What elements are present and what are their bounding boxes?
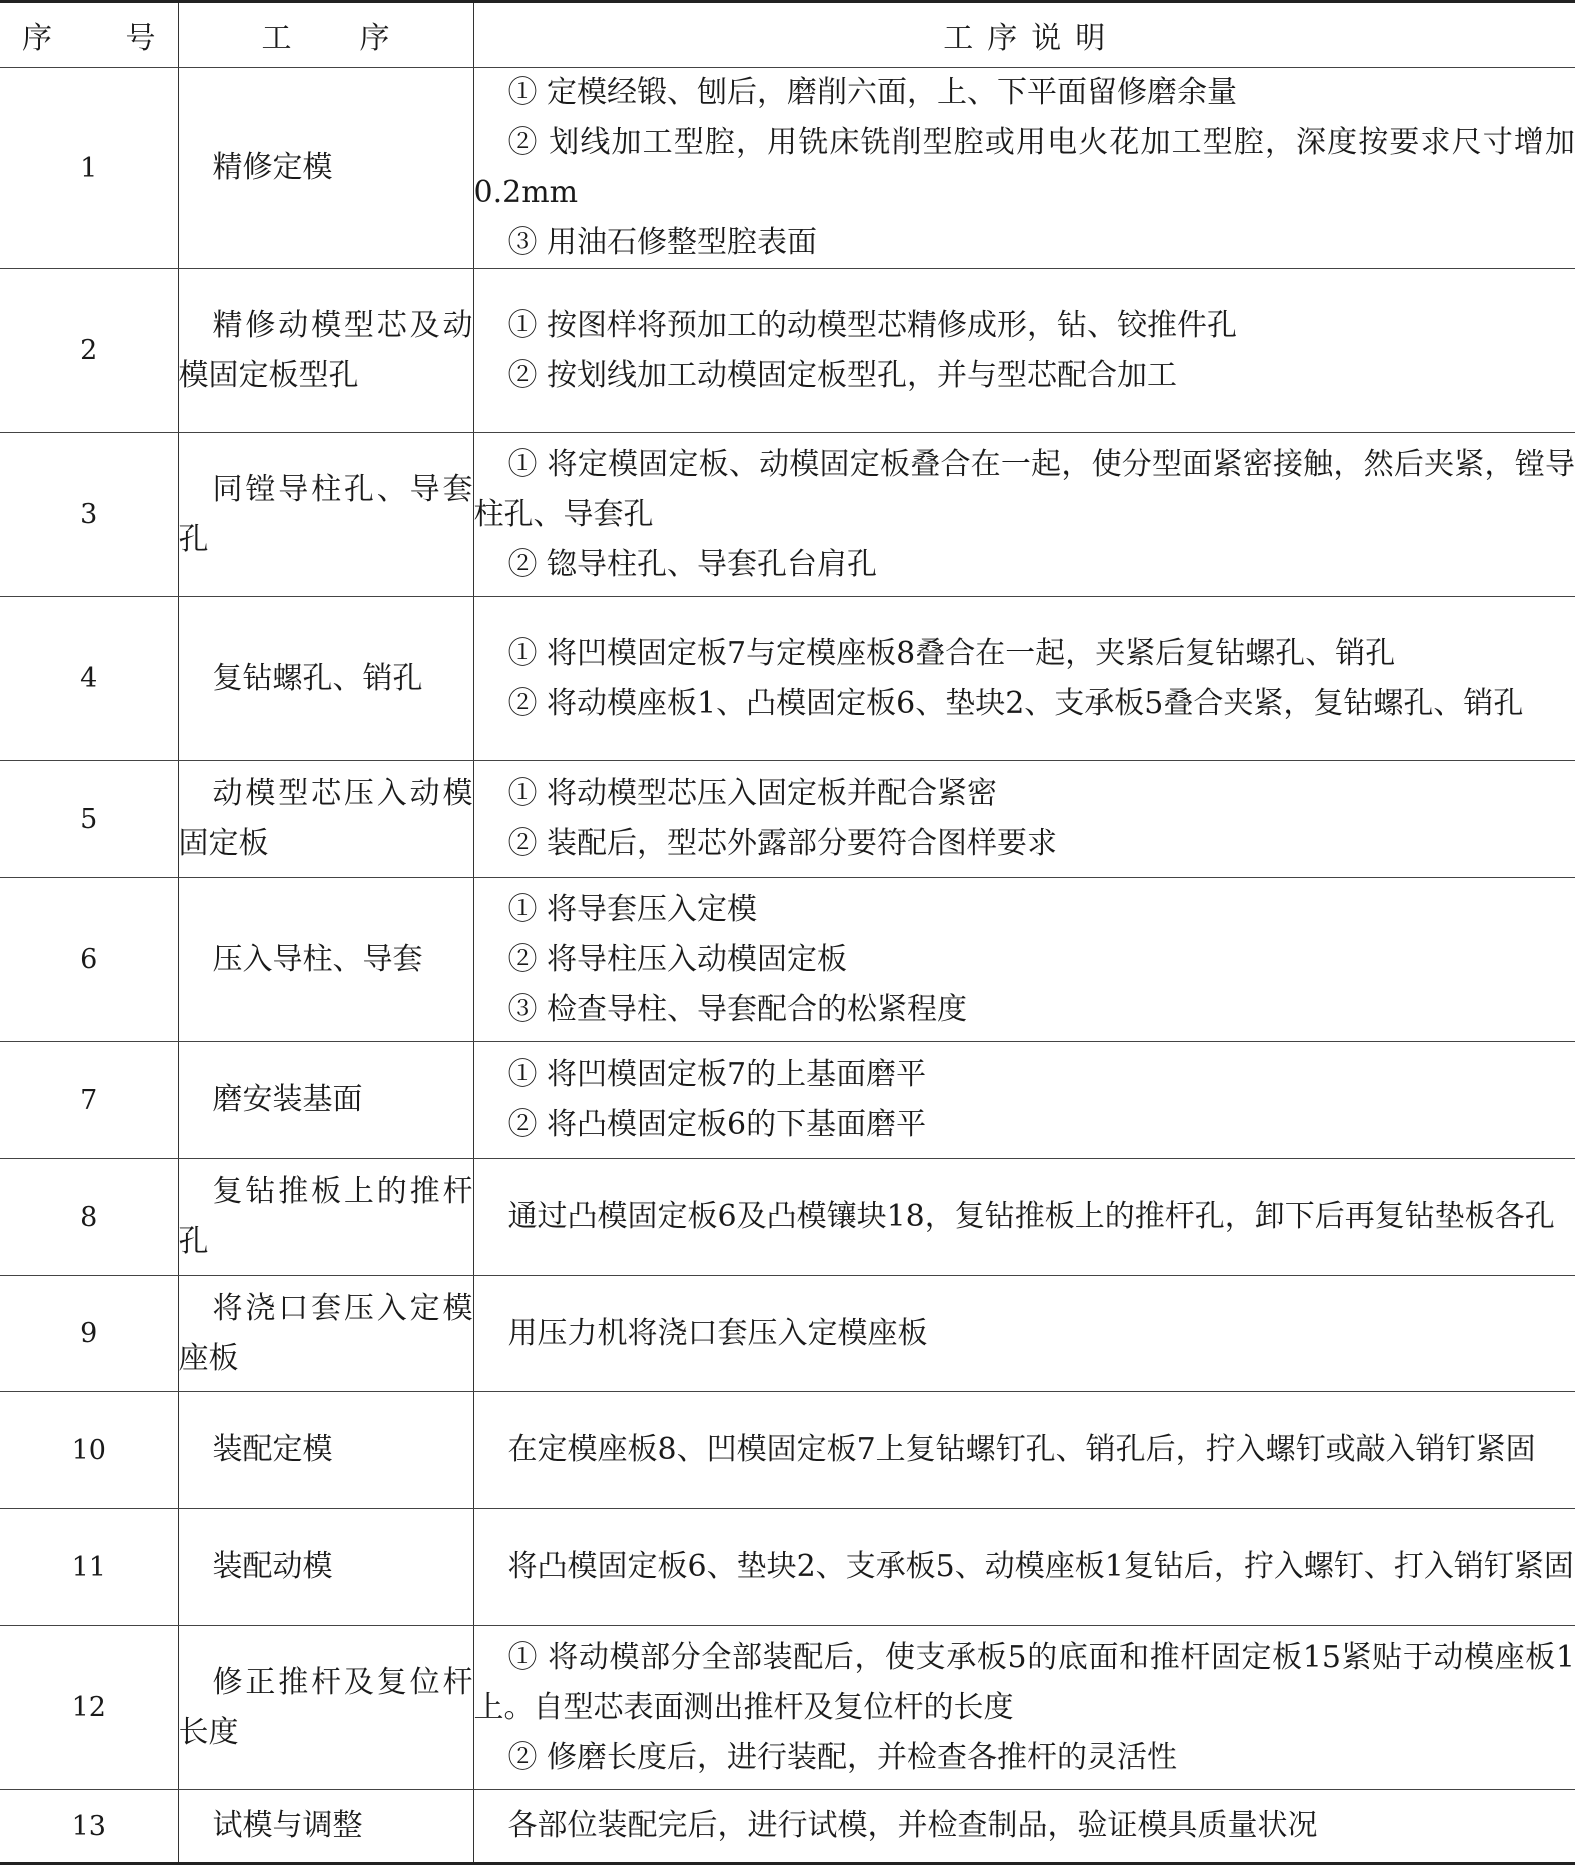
- process-name-cell: [178, 597, 473, 761]
- table-row: [0, 68, 1575, 269]
- description-step: ② 将凸模固定板6的下基面磨平: [507, 1107, 927, 1142]
- header-process: [178, 2, 473, 68]
- description-step: ① 将凹模固定板7的上基面磨平: [507, 1057, 927, 1092]
- header-no: [0, 2, 178, 68]
- process-description-cell: [473, 269, 1575, 433]
- process-name-cell: [178, 68, 473, 269]
- process-description-cell: [473, 1790, 1575, 1864]
- description-step: ① 将凹模固定板7与定模座板8叠合在一起，夹紧后复钻螺孔、销孔: [507, 635, 1396, 671]
- process-name: 同镗导柱孔、导套孔: [178, 471, 473, 557]
- description-step: 在定模座板8、凹模固定板7上复钻螺钉孔、销孔后，拧入螺钉或敲入销钉紧固: [507, 1432, 1536, 1467]
- process-name: 装配定模: [212, 1432, 333, 1467]
- process-description-cell: [473, 1159, 1575, 1276]
- process-name: 精修动模型芯及动模固定板型孔: [178, 307, 473, 393]
- table-row: [0, 597, 1575, 761]
- description-step: ② 将动模座板1、凸模固定板6、垫块2、支承板5叠合夹紧，复钻螺孔、销孔: [507, 685, 1524, 721]
- process-name: 将浇口套压入定模座板: [178, 1290, 473, 1376]
- process-description-cell: [473, 68, 1575, 269]
- row-number: 10: [0, 1392, 178, 1509]
- process-name: 复钻推板上的推杆孔: [178, 1174, 473, 1259]
- row-number: 8: [0, 1159, 178, 1276]
- process-name: 磨安装基面: [212, 1082, 363, 1117]
- row-number: 11: [0, 1509, 178, 1626]
- table-row: [0, 878, 1575, 1042]
- process-description-cell: [473, 761, 1575, 878]
- header-row: [0, 2, 1575, 68]
- table-row: [0, 1790, 1575, 1864]
- description-step: ① 定模经锻、刨后，磨削六面，上、下平面留修磨余量: [507, 75, 1238, 110]
- process-name-cell: [178, 1509, 473, 1626]
- table-row: [0, 1626, 1575, 1790]
- process-name-cell: [178, 1392, 473, 1509]
- description-step: ② 修磨长度后，进行装配，并检查各推杆的灵活性: [507, 1739, 1178, 1775]
- table-row: [0, 1159, 1575, 1276]
- table-row: [0, 761, 1575, 878]
- header-no-char-1: 序: [22, 21, 52, 56]
- description-step: 将凸模固定板6、垫块2、支承板5、动模座板1复钻后，拧入螺钉、打入销钉紧固: [507, 1549, 1574, 1584]
- process-name-cell: [178, 1626, 473, 1790]
- process-name-cell: [178, 1790, 473, 1864]
- header-process-char-2: 序: [359, 21, 390, 56]
- row-number: 3: [0, 433, 178, 597]
- header-description: 工序说明: [473, 2, 1575, 68]
- row-number: 6: [0, 878, 178, 1042]
- description-step: ① 将导套压入定模: [507, 891, 758, 927]
- process-description-cell: [473, 1276, 1575, 1392]
- header-no-char-2: 号: [125, 21, 156, 56]
- process-name: 精修定模: [212, 150, 333, 185]
- process-description-cell: [473, 1042, 1575, 1159]
- row-number: 9: [0, 1276, 178, 1392]
- process-name: 压入导柱、导套: [212, 941, 423, 977]
- table-row: [0, 1392, 1575, 1509]
- process-name: 动模型芯压入动模固定板: [178, 776, 473, 861]
- description-step: ① 将定模固定板、动模固定板叠合在一起，使分型面紧密接触，然后夹紧，镗导柱孔、导套孔: [473, 446, 1575, 532]
- description-step: ② 将导柱压入动模固定板: [507, 941, 848, 977]
- process-name-cell: [178, 1159, 473, 1276]
- process-name-cell: [178, 761, 473, 878]
- process-name-cell: [178, 878, 473, 1042]
- process-description-cell: [473, 1626, 1575, 1790]
- row-number: 13: [0, 1790, 178, 1864]
- table-row: [0, 1509, 1575, 1626]
- process-description-cell: [473, 597, 1575, 761]
- description-step: ③ 检查导柱、导套配合的松紧程度: [507, 991, 968, 1027]
- process-name: 装配动模: [212, 1549, 333, 1584]
- table-row: [0, 269, 1575, 433]
- description-step: 用压力机将浇口套压入定模座板: [507, 1315, 928, 1351]
- process-name: 修正推杆及复位杆长度: [178, 1664, 473, 1750]
- process-description-cell: [473, 1509, 1575, 1626]
- process-name-cell: [178, 1042, 473, 1159]
- description-step: ① 将动模型芯压入固定板并配合紧密: [507, 776, 998, 811]
- row-number: 5: [0, 761, 178, 878]
- description-step: ② 锪导柱孔、导套孔台肩孔: [507, 546, 878, 582]
- header-process-char-1: 工: [261, 21, 292, 56]
- table-row: [0, 1276, 1575, 1392]
- row-number: 12: [0, 1626, 178, 1790]
- description-step: 各部位装配完后，进行试模，并检查制品，验证模具质量状况: [507, 1808, 1318, 1843]
- table-row: [0, 433, 1575, 597]
- description-step: ① 按图样将预加工的动模型芯精修成形，钻、铰推件孔: [507, 307, 1238, 343]
- row-number: 7: [0, 1042, 178, 1159]
- process-name: 复钻螺孔、销孔: [212, 660, 423, 696]
- row-number: 2: [0, 269, 178, 433]
- description-step: 通过凸模固定板6及凸模镶块18，复钻推板上的推杆孔，卸下后再复钻垫板各孔: [507, 1199, 1555, 1234]
- description-step: ② 划线加工型腔，用铣床铣削型腔或用电火花加工型腔，深度按要求尺寸增加0.2mm: [473, 125, 1575, 210]
- row-number: 4: [0, 597, 178, 761]
- process-description-cell: [473, 1392, 1575, 1509]
- description-step: ② 装配后，型芯外露部分要符合图样要求: [507, 826, 1058, 861]
- row-number: 1: [0, 68, 178, 269]
- process-name-cell: [178, 1276, 473, 1392]
- process-name-cell: [178, 433, 473, 597]
- description-step: ① 将动模部分全部装配后，使支承板5的底面和推杆固定板15紧贴于动模座板1上。自型芯表面测出推杆及复位杆的长度: [473, 1639, 1575, 1725]
- process-name-cell: [178, 269, 473, 433]
- process-description-cell: [473, 878, 1575, 1042]
- process-name: 试模与调整: [212, 1808, 363, 1843]
- description-step: ② 按划线加工动模固定板型孔，并与型芯配合加工: [507, 357, 1178, 393]
- table-row: [0, 1042, 1575, 1159]
- description-step: ③ 用油石修整型腔表面: [507, 225, 818, 260]
- process-description-cell: [473, 433, 1575, 597]
